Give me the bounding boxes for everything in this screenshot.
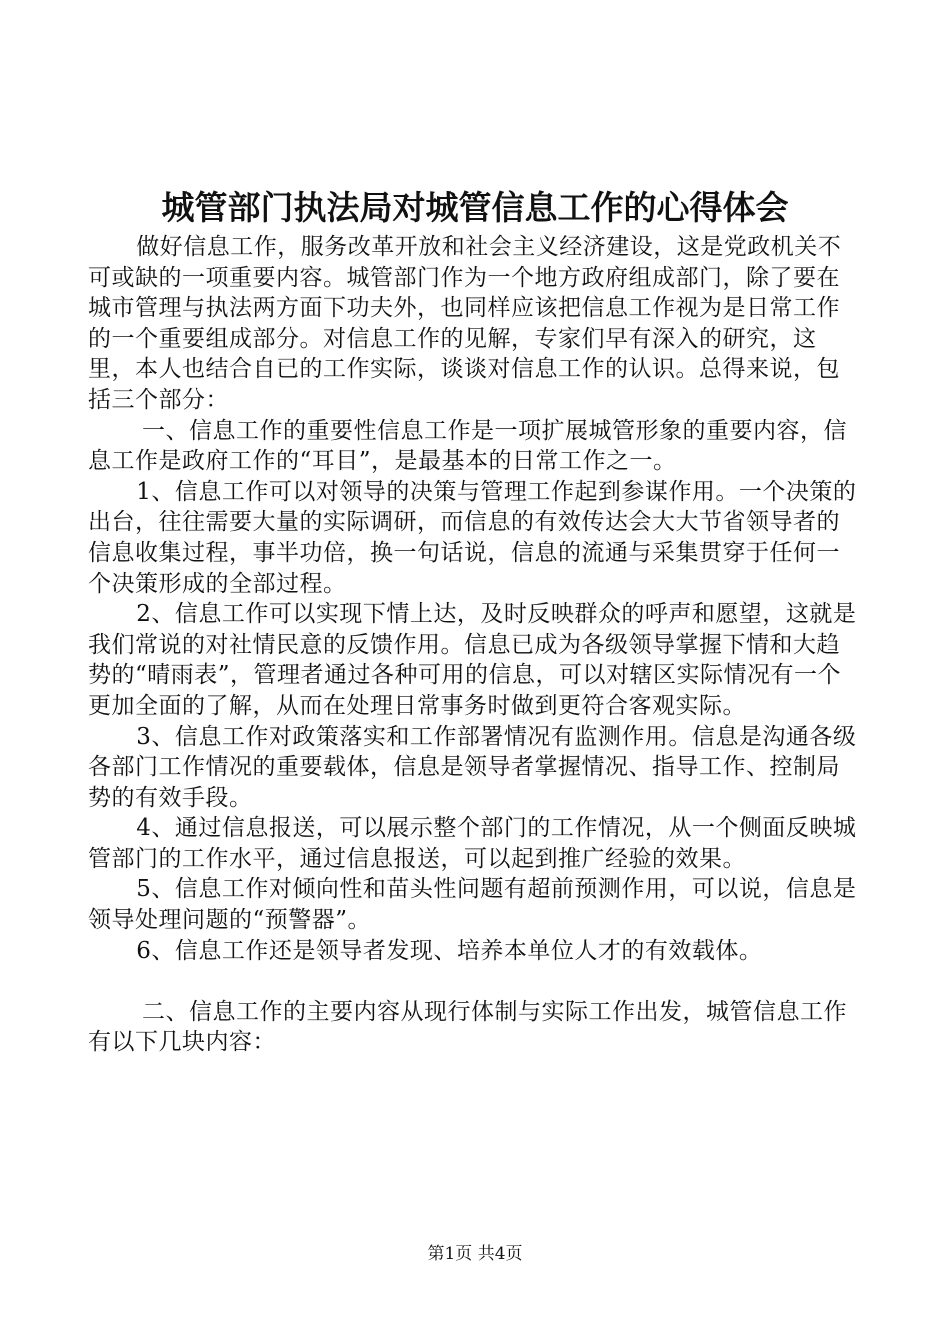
paragraph-point-5: 5、信息工作对倾向性和苗头性问题有超前预测作用，可以说，信息是领导处理问题的“预警器”。 <box>88 876 857 934</box>
page-footer: 第1页 共4页 <box>427 1244 523 1264</box>
paragraph-section-1: 一、信息工作的重要性信息工作是一项扩展城管形象的重要内容，信息工作是政府工作的“耳目”，是最基本的日常工作之一。 <box>88 417 848 475</box>
paragraph-point-1: 1、信息工作可以对领导的决策与管理工作起到参谋作用。一个决策的出台，往往需要大量的实际调研，而信息的有效传达会大大节省领导者的信息收集过程，事半功倍，换一句话说，信息的流通与采集贯穿于任何一个决策形成的全部过程。 <box>88 478 857 597</box>
paragraph-intro: 做好信息工作，服务改革开放和社会主义经济建设，这是党政机关不可或缺的一项重要内容。城管部门作为一个地方政府组成部门，除了要在城市管理与执法两方面下功夫外，也同样应该把信息工作视为是日常工作的一个重要组成部分。对信息工作的见解，专家们早有深入的研究，这里，本人也结合自已的工作实际，谈谈对信息工作的认识。总得来说，包括三个部分： <box>88 234 842 413</box>
document-title: 城管部门执法局对城管信息工作的心得体会 <box>161 188 789 227</box>
document-body <box>88 232 858 1058</box>
paragraph-spacer <box>88 966 858 997</box>
paragraph-section-2: 二、信息工作的主要内容从现行体制与实际工作出发，城管信息工作有以下几块内容： <box>88 998 848 1056</box>
paragraph-point-4: 4、通过信息报送，可以展示整个部门的工作情况，从一个侧面反映城管部门的工作水平，通过信息报送，可以起到推广经验的效果。 <box>88 815 857 872</box>
paragraph-point-3: 3、信息工作对政策落实和工作部署情况有监测作用。信息是沟通各级各部门工作情况的重要载体，信息是领导者掌握情况、指导工作、控制局势的有效手段。 <box>88 723 857 811</box>
paragraph-point-6: 6、信息工作还是领导者发现、培养本单位人才的有效载体。 <box>136 937 763 964</box>
paragraph-point-2: 2、信息工作可以实现下情上达，及时反映群众的呼声和愿望，这就是我们常说的对社情民意的反馈作用。信息已成为各级领导掌握下情和大趋势的“晴雨表”，管理者通过各种可用的信息，可以对辖区实际情况有一个更加全面的了解，从而在处理日常事务时做到更符合客观实际。 <box>88 601 857 719</box>
